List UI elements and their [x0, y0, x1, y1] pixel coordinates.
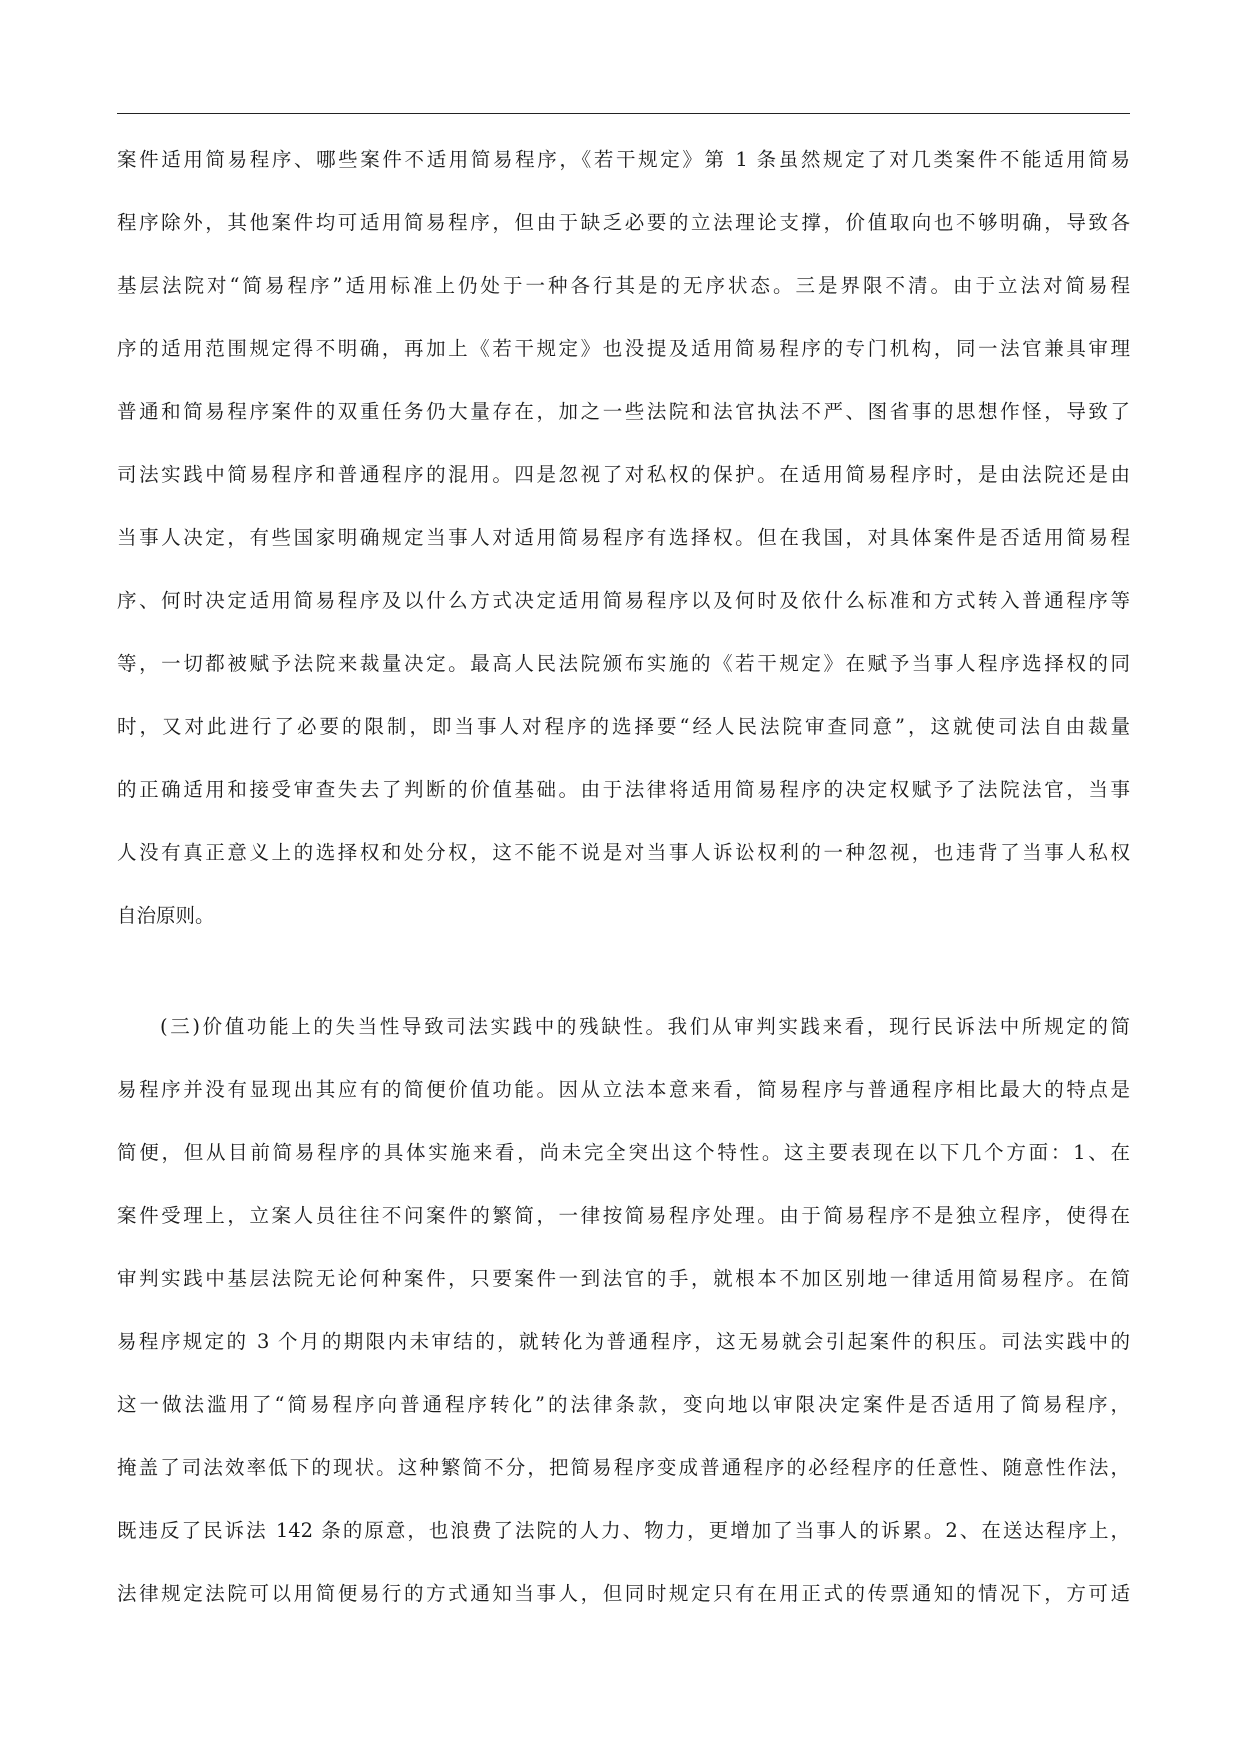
text-line: 司法实践中简易程序和普通程序的混用。四是忽视了对私权的保护。在适用简易程序时，是由法院还是由 — [117, 463, 1130, 486]
text-line: 掩盖了司法效率低下的现状。这种繁简不分，把简易程序变成普通程序的必经程序的任意性、随意性作法， — [117, 1456, 1130, 1479]
text-line: 普通和简易程序案件的双重任务仍大量存在，加之一些法院和法官执法不严、图省事的思想作怪，导致了 — [117, 400, 1130, 423]
text-line: 审判实践中基层法院无论何种案件，只要案件一到法官的手，就根本不加区别地一律适用简易程序。在简 — [117, 1267, 1130, 1290]
text-line: 基层法院对“简易程序”适用标准上仍处于一种各行其是的无序状态。三是界限不清。由于立法对简易程 — [117, 274, 1130, 297]
text-line: 既违反了民诉法 142 条的原意，也浪费了法院的人力、物力，更增加了当事人的诉累。2、在送达程序上， — [117, 1519, 1130, 1542]
text-line: 法律规定法院可以用简便易行的方式通知当事人，但同时规定只有在用正式的传票通知的情况下，方可适 — [117, 1582, 1130, 1605]
text-line: 当事人决定，有些国家明确规定当事人对适用简易程序有选择权。但在我国，对具体案件是否适用简易程 — [117, 526, 1130, 549]
text-line: 案件受理上，立案人员往往不问案件的繁简，一律按简易程序处理。由于简易程序不是独立程序，使得在 — [117, 1204, 1130, 1227]
text-line: 序、何时决定适用简易程序及以什么方式决定适用简易程序以及何时及依什么标准和方式转入普通程序等 — [117, 589, 1130, 612]
text-line: 人没有真正意义上的选择权和处分权，这不能不说是对当事人诉讼权利的一种忽视，也违背了当事人私权 — [117, 841, 1130, 864]
text-line: (三)价值功能上的失当性导致司法实践中的残缺性。我们从审判实践来看，现行民诉法中所规定的简 — [160, 1015, 1130, 1038]
text-line: 的正确适用和接受审查失去了判断的价值基础。由于法律将适用简易程序的决定权赋予了法院法官，当事 — [117, 778, 1130, 801]
text-line: 易程序并没有显现出其应有的简便价值功能。因从立法本意来看，简易程序与普通程序相比最大的特点是 — [117, 1078, 1130, 1101]
text-line: 自治原则。 — [117, 904, 215, 927]
text-line: 时，又对此进行了必要的限制，即当事人对程序的选择要“经人民法院审查同意”，这就使司法自由裁量 — [117, 715, 1130, 738]
document-body — [117, 136, 1130, 1633]
text-line: 序的适用范围规定得不明确，再加上《若干规定》也没提及适用简易程序的专门机构，同一法官兼具审理 — [117, 337, 1130, 360]
paragraph-gap — [117, 955, 1130, 1003]
text-line: 这一做法滥用了“简易程序向普通程序转化”的法律条款，变向地以审限决定案件是否适用了简易程序， — [117, 1393, 1130, 1416]
text-line: 易程序规定的 3 个月的期限内未审结的，就转化为普通程序，这无易就会引起案件的积压。司法实践中的 — [117, 1330, 1130, 1353]
text-line: 简便，但从目前简易程序的具体实施来看，尚未完全突出这个特性。这主要表现在以下几个方面：1、在 — [117, 1141, 1130, 1164]
paragraph-1 — [117, 136, 1130, 955]
text-line: 等，一切都被赋予法院来裁量决定。最高人民法院颁布实施的《若干规定》在赋予当事人程序选择权的同 — [117, 652, 1130, 675]
text-line: 案件适用简易程序、哪些案件不适用简易程序，《若干规定》第 1 条虽然规定了对几类案件不能适用简易 — [117, 148, 1130, 171]
header-rule — [117, 113, 1130, 114]
text-line: 程序除外，其他案件均可适用简易程序，但由于缺乏必要的立法理论支撑，价值取向也不够明确，导致各 — [117, 211, 1130, 234]
paragraph-2 — [117, 1003, 1130, 1633]
